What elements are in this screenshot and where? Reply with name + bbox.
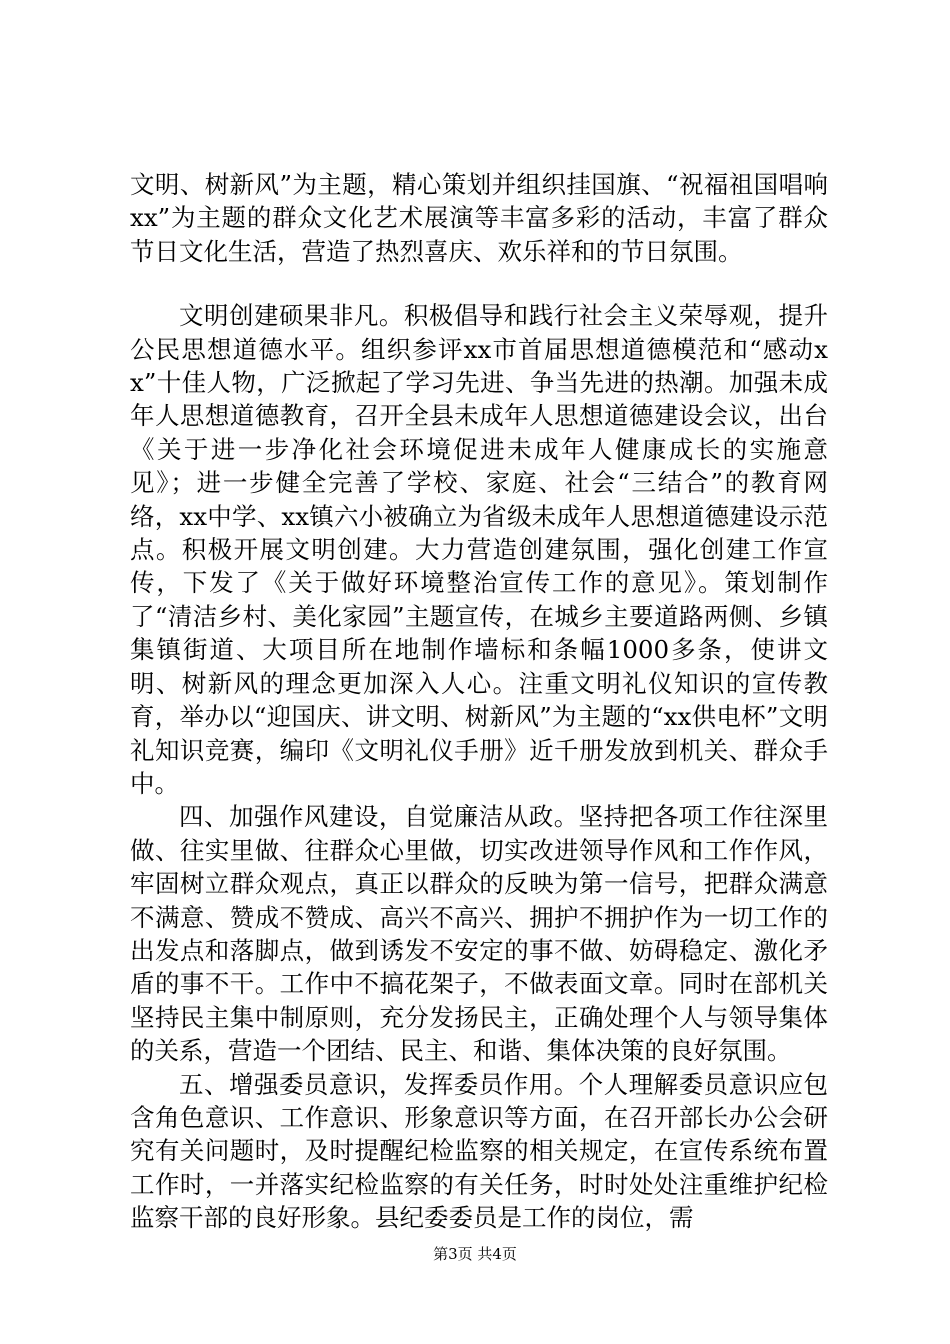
paragraph-committee-awareness: 五、增强委员意识，发挥委员作用。个人理解委员意识应包含角色意识、工作意识、形象意识等方面，在召开部长办公会研究有关问题时，及时提醒纪检监察的相关规定，在宣传系统布置工作时，一并落实纪检监察的有关任务，时时处处注重维护纪检监察干部的良好形象。县纪委委员是工作的岗位，需 xyxy=(130,1069,828,1233)
page-footer: 第3页 共4页 xyxy=(433,1245,517,1263)
paragraph-gap xyxy=(130,268,828,299)
paragraph-continuation: 文明、树新风”为主题，精心策划并组织挂国旗、“祝福祖国唱响xx”为主题的群众文化艺术展演等丰富多彩的活动，丰富了群众节日文化生活，营造了热烈喜庆、欢乐祥和的节日氛围。 xyxy=(130,170,828,266)
paragraph-civilization-building: 文明创建硕果非凡。积极倡导和践行社会主义荣辱观，提升公民思想道德水平。组织参评xx市首届思想道德模范和“感动xx”十佳人物，广泛掀起了学习先进、争当先进的热潮。加强未成年人思想道德教育，召开全县未成年人思想道德建设会议，出台《关于进一步净化社会环境促进未成年人健康成长的实施意见》；进一步健全完善了学校、家庭、社会“三结合”的教育网络，xx中学、xx镇六小被确立为省级未成年人思想道德建设示范点。积极开展文明创建。大力营造创建氛围，强化创建工作宣传，下发了《关于做好环境整治宣传工作的意见》。策划制作了“清洁乡村、美化家园”主题宣传，在城乡主要道路两侧、乡镇集镇街道、大项目所在地制作墙标和条幅1000多条，使讲文明、树新风的理念更加深入人心。注重文明礼仪知识的宣传教育，举办以“迎国庆、讲文明、树新风”为主题的“xx供电杯”文明礼知识竞赛，编印《文明礼仪手册》近千册发放到机关、群众手中。 xyxy=(130,301,828,798)
paragraph-work-style: 四、加强作风建设，自觉廉洁从政。坚持把各项工作往深里做、往实里做、往群众心里做，切实改进领导作风和工作作风，牢固树立群众观点，真正以群众的反映为第一信号，把群众满意不满意、赞成不赞成、高兴不高兴、拥护不拥护作为一切工作的出发点和落脚点，做到诱发不安定的事不做、妨碍稳定、激化矛盾的事不干。工作中不搞花架子，不做表面文章。同时在部机关坚持民主集中制原则，充分发扬民主，正确处理个人与领导集体的关系，营造一个团结、民主、和谐、集体决策的良好氛围。 xyxy=(130,802,828,1066)
document-body xyxy=(130,168,828,1235)
